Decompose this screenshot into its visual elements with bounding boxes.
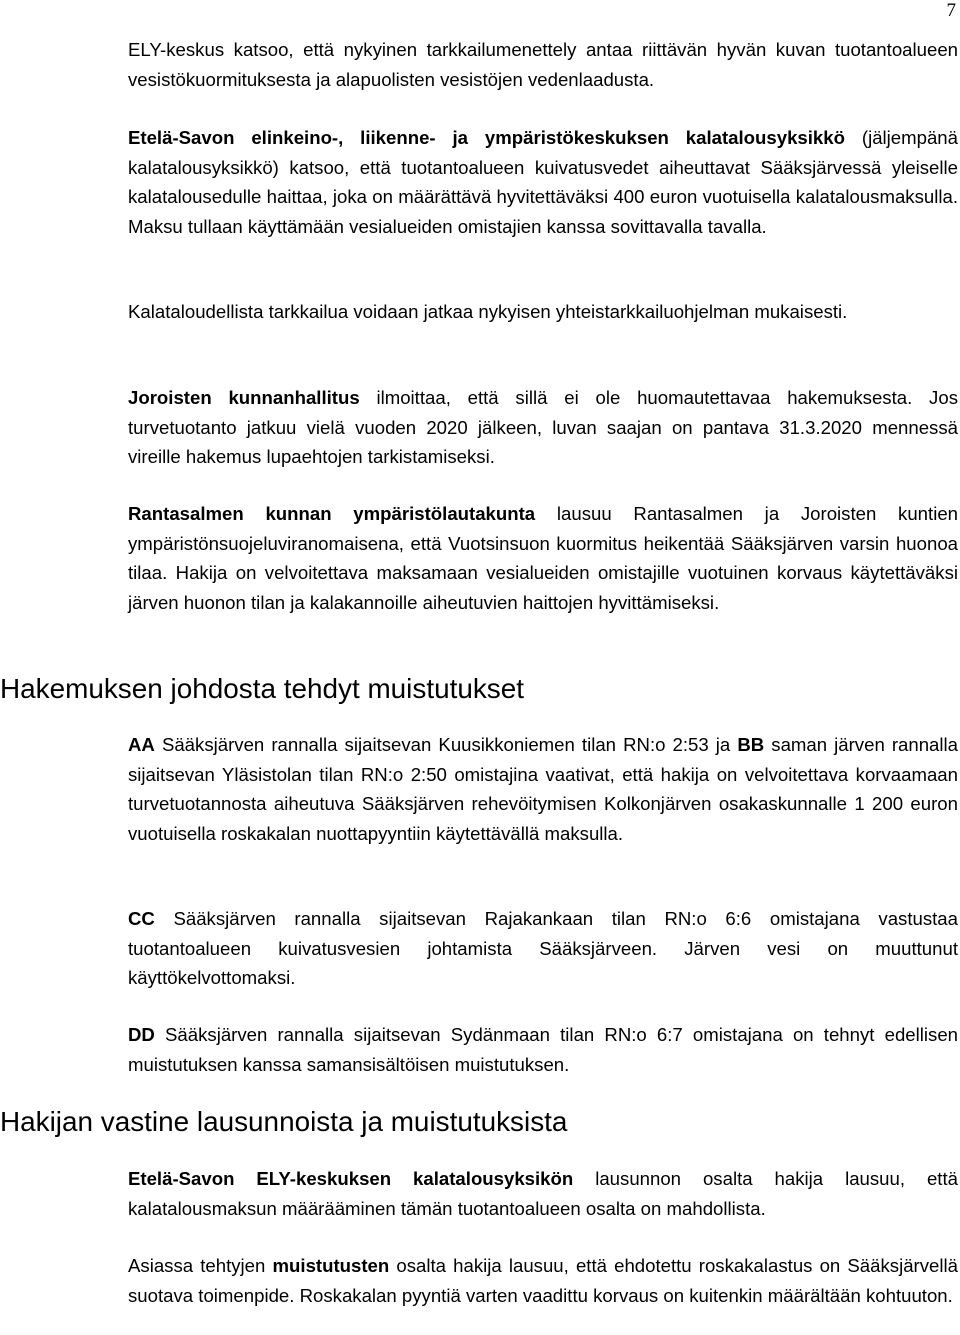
remark-text: saman järven rannalla sijaitsevan Yläsistolan tilan RN:o 2:50 omistajina vaativat, että hakija on velvoitettava korvaamaan turvetuotannosta aiheutuva Sääksjärven rehevöitymisen Kolkonjärven osakaskunnalle 1 200 euron vuotuisella roskakalan nuottapyyntiin käytettävällä maksulla. — [128, 734, 959, 844]
remark-cc — [128, 904, 958, 993]
paragraph-bold-lead: Etelä-Savon elinkeino-, liikenne- ja ympäristökeskuksen kalatalousyksikkö — [128, 127, 845, 148]
section-heading-muistutukset: Hakemuksen johdosta tehdyt muistutukset — [0, 673, 524, 704]
response-text: lausunnon osalta hakija lausuu, että kalatalousmaksun määrääminen tämän tuotantoalueen osalta on mahdollista. — [128, 1168, 958, 1219]
remark-bold-code: AA — [128, 734, 155, 755]
remark-aa-bb — [128, 730, 958, 848]
section-heading-vastine: Hakijan vastine lausunnoista ja muistutuksista — [0, 1106, 568, 1137]
remark-bold-code: CC — [128, 908, 155, 929]
paragraph-bold-lead: Rantasalmen kunnan ympäristölautakunta — [128, 503, 536, 524]
paragraph-rantasalmi — [128, 499, 958, 617]
paragraph-text: (jäljempänä kalatalousyksikkö) katsoo, että tuotantoalueen kuivatusvedet aiheuttavat Sääksjärvessä yleiselle kalatalousedulle haittaa, joka on määrättävä hyvitettäväksi 400 euron vuotuisella kalatalousmaksulla. Maksu tullaan käyttämään vesialueiden omistajien kanssa sovittavalla tavalla. — [128, 127, 958, 237]
response-text-pre: Asiassa tehtyjen — [128, 1255, 266, 1276]
paragraph-text: Kalataloudellista tarkkailua voidaan jatkaa nykyisen yhteistarkkailuohjelman mukaisesti. — [128, 301, 848, 322]
response-bold-lead: Etelä-Savon ELY-keskuksen kalatalousyksikön — [128, 1168, 574, 1189]
paragraph-text: lausuu Rantasalmen ja Joroisten kuntien ympäristönsuojeluviranomaisena, että Vuotsinsuon kuormitus heikentää Sääksjärven varsin huonoa tilaa. Hakija on velvoitettava maksamaan vesialueiden omistajille vuotuinen korvaus käytettäväksi järven huonon tilan ja kalakannoille aiheutuvien haittojen hyvittämiseksi. — [128, 503, 959, 613]
remark-bold-code: DD — [128, 1024, 155, 1045]
paragraph-bold-lead: Joroisten kunnanhallitus — [128, 387, 360, 408]
paragraph-text: ilmoittaa, että sillä ei ole huomautettavaa hakemuksesta. Jos turvetuotanto jatkuu vielä vuoden 2020 jälkeen, luvan saajan on pantava 31.3.2020 mennessä vireille hakemus lupaehtojen tarkistamiseksi. — [128, 387, 958, 467]
paragraph-tarkkailu — [128, 297, 958, 327]
remark-text: Sääksjärven rannalla sijaitsevan Rajakankaan tilan RN:o 6:6 omistajana vastustaa tuotantoalueen kuivatusvesien johtamista Sääksjärveen. Järven vesi on muuttunut käyttökelvottomaksi. — [128, 908, 958, 988]
response-text: osalta hakija lausuu, että ehdotettu roskakalastus on Sääksjärvellä suotava toimenpide. Roskakalan pyyntiä varten vaadittu korvaus on kuitenkin määrältään kohtuuton. — [128, 1255, 958, 1306]
remark-dd — [128, 1020, 958, 1079]
response-ely — [128, 1164, 958, 1223]
remark-bold-code: BB — [737, 734, 765, 755]
paragraph-kalatalousyksikko — [128, 123, 958, 241]
response-muistutukset — [128, 1251, 958, 1310]
remark-text: Sääksjärven rannalla sijaitsevan Sydänmaan tilan RN:o 6:7 omistajana on tehnyt edellisen muistutuksen kanssa samansisältöisen muistutuksen. — [128, 1024, 958, 1075]
page-number: 7 — [946, 0, 956, 21]
paragraph-joroinen — [128, 383, 958, 472]
remark-text: Sääksjärven rannalla sijaitsevan Kuusikkoniemen tilan RN:o 2:53 ja — [161, 734, 731, 755]
paragraph-ely-opinion — [128, 35, 958, 94]
response-bold-lead: muistutusten — [272, 1255, 390, 1276]
paragraph-text: ELY-keskus katsoo, että nykyinen tarkkailumenettely antaa riittävän hyvän kuvan tuotantoalueen vesistökuormituksesta ja alapuolisten vesistöjen vedenlaadusta. — [128, 39, 958, 90]
